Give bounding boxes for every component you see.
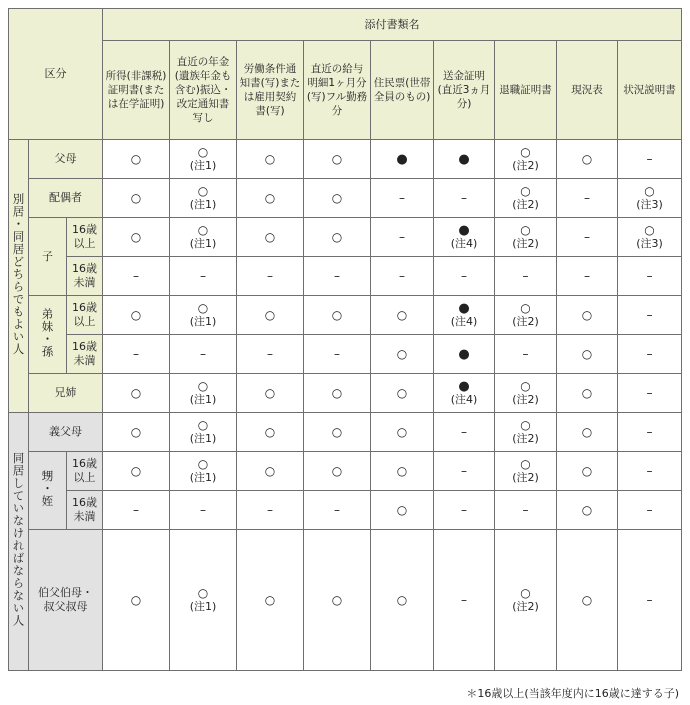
row-label-nephew-under16: 16歳未満 xyxy=(67,491,103,530)
open-circle-mark: ○ xyxy=(264,424,276,439)
dash-mark: – xyxy=(646,268,653,283)
table-cell xyxy=(103,413,170,452)
table-cell xyxy=(434,413,495,452)
dash-mark: – xyxy=(334,346,341,361)
cell-note: (注1) xyxy=(189,393,217,406)
dash-mark: – xyxy=(267,346,274,361)
open-circle-mark: ○ xyxy=(331,151,343,166)
table-cell xyxy=(557,257,618,296)
dash-mark: – xyxy=(584,268,591,283)
row-label-child: 子 xyxy=(29,218,67,296)
open-circle-mark: ○ xyxy=(520,301,531,315)
open-circle-mark: ○ xyxy=(264,151,276,166)
dash-mark: – xyxy=(461,424,468,439)
table-cell xyxy=(304,140,371,179)
col-header-income-cert: 所得(非課税)証明書(または在学証明) xyxy=(103,41,170,140)
open-circle-mark: ○ xyxy=(331,307,343,322)
open-circle-mark: ○ xyxy=(331,592,343,607)
dash-mark: – xyxy=(399,268,406,283)
open-circle-mark: ○ xyxy=(130,151,142,166)
open-circle-mark: ○ xyxy=(581,346,593,361)
open-circle-mark: ○ xyxy=(264,592,276,607)
open-circle-mark: ○ xyxy=(581,151,593,166)
table-cell xyxy=(103,374,170,413)
table-cell xyxy=(371,179,434,218)
open-circle-mark: ○ xyxy=(331,190,343,205)
dash-mark: – xyxy=(461,592,468,607)
cell-note: (注3) xyxy=(636,198,663,211)
table-cell xyxy=(304,179,371,218)
open-circle-mark: ○ xyxy=(396,385,408,400)
table-cell xyxy=(495,335,557,374)
dash-mark: – xyxy=(584,229,591,244)
table-cell xyxy=(304,491,371,530)
row-label-younger-under16: 16歳未満 xyxy=(67,335,103,374)
dash-mark: – xyxy=(461,502,468,517)
table-cell xyxy=(237,335,304,374)
table-cell xyxy=(618,218,682,257)
dash-mark: – xyxy=(399,229,406,244)
dash-mark: – xyxy=(200,346,207,361)
table-cell xyxy=(618,413,682,452)
table-cell xyxy=(434,452,495,491)
table-cell xyxy=(103,257,170,296)
table-cell xyxy=(434,257,495,296)
table-cell xyxy=(237,413,304,452)
table-cell xyxy=(618,179,682,218)
table-cell xyxy=(495,413,557,452)
col-header-remittance: 送金証明(直近3ヵ月分) xyxy=(434,41,495,140)
dash-mark: – xyxy=(584,190,591,205)
open-circle-mark: ○ xyxy=(396,307,408,322)
cell-note: (注2) xyxy=(512,393,539,406)
open-circle-mark: ○ xyxy=(331,463,343,478)
table-cell xyxy=(237,374,304,413)
table-cell xyxy=(618,530,682,671)
cell-note: (注1) xyxy=(189,315,217,328)
table-cell xyxy=(434,179,495,218)
table-cell xyxy=(434,140,495,179)
filled-circle-mark: ● xyxy=(458,301,470,316)
open-circle-mark: ○ xyxy=(581,307,593,322)
table-cell xyxy=(170,218,237,257)
table-cell xyxy=(237,296,304,335)
table-cell xyxy=(304,452,371,491)
docs-group-header: 添付書類名 xyxy=(103,9,682,41)
col-header-status-table: 現況表 xyxy=(557,41,618,140)
table-cell xyxy=(103,452,170,491)
table-cell xyxy=(495,179,557,218)
table-cell xyxy=(304,374,371,413)
open-circle-mark: ○ xyxy=(520,145,531,159)
open-circle-mark: ○ xyxy=(197,184,209,198)
cell-note: (注2) xyxy=(512,315,539,328)
open-circle-mark: ○ xyxy=(520,457,531,471)
open-circle-mark: ○ xyxy=(197,223,209,237)
dash-mark: – xyxy=(522,346,529,361)
dash-mark: – xyxy=(646,424,653,439)
table-cell xyxy=(371,218,434,257)
col-header-explanation: 状況説明書 xyxy=(618,41,682,140)
table-cell xyxy=(103,530,170,671)
table-cell xyxy=(170,530,237,671)
open-circle-mark: ○ xyxy=(581,463,593,478)
filled-circle-mark: ● xyxy=(458,151,470,167)
table-cell xyxy=(618,257,682,296)
cell-note: (注1) xyxy=(189,237,217,250)
cell-note: (注1) xyxy=(189,600,217,613)
cell-note: (注2) xyxy=(512,159,539,172)
cell-note: (注4) xyxy=(450,237,478,250)
table-cell xyxy=(371,491,434,530)
dash-mark: – xyxy=(461,190,468,205)
open-circle-mark: ○ xyxy=(130,190,142,205)
table-cell xyxy=(434,530,495,671)
open-circle-mark: ○ xyxy=(130,592,142,607)
open-circle-mark: ○ xyxy=(520,379,531,393)
table-cell xyxy=(557,530,618,671)
table-cell xyxy=(304,413,371,452)
table-cell xyxy=(371,257,434,296)
table-cell xyxy=(557,491,618,530)
table-cell xyxy=(103,140,170,179)
cell-note: (注4) xyxy=(450,315,478,328)
table-cell xyxy=(557,218,618,257)
table-cell xyxy=(495,140,557,179)
table-cell xyxy=(434,218,495,257)
open-circle-mark: ○ xyxy=(130,385,142,400)
table-cell xyxy=(371,296,434,335)
open-circle-mark: ○ xyxy=(520,184,531,198)
open-circle-mark: ○ xyxy=(396,592,408,607)
dash-mark: – xyxy=(646,463,653,478)
dash-mark: – xyxy=(133,346,140,361)
category-header: 区分 xyxy=(9,9,103,140)
table-cell xyxy=(495,530,557,671)
open-circle-mark: ○ xyxy=(396,424,408,439)
row-label-parents: 父母 xyxy=(29,140,103,179)
table-cell xyxy=(237,530,304,671)
table-cell xyxy=(237,452,304,491)
table-cell xyxy=(618,140,682,179)
table-cell xyxy=(557,296,618,335)
dash-mark: – xyxy=(646,346,653,361)
table-cell xyxy=(434,374,495,413)
open-circle-mark: ○ xyxy=(581,592,593,607)
table-cell xyxy=(618,296,682,335)
open-circle-mark: ○ xyxy=(520,586,531,600)
table-cell xyxy=(495,374,557,413)
row-label-nephew-niece: 甥・姪 xyxy=(29,452,67,530)
cell-note: (注2) xyxy=(512,432,539,445)
row-label-younger-siblings: 弟妹・孫 xyxy=(29,296,67,374)
dash-mark: – xyxy=(461,463,468,478)
col-header-retirement-cert: 退職証明書 xyxy=(495,41,557,140)
open-circle-mark: ○ xyxy=(581,385,593,400)
table-cell xyxy=(557,335,618,374)
cell-note: (注4) xyxy=(450,393,478,406)
dash-mark: – xyxy=(334,268,341,283)
table-cell xyxy=(371,335,434,374)
open-circle-mark: ○ xyxy=(331,385,343,400)
row-label-child-over16: 16歳以上 xyxy=(67,218,103,257)
open-circle-mark: ○ xyxy=(264,307,276,322)
table-cell xyxy=(170,491,237,530)
open-circle-mark: ○ xyxy=(130,229,142,244)
filled-circle-mark: ● xyxy=(458,346,470,362)
open-circle-mark: ○ xyxy=(520,223,531,237)
cell-note: (注2) xyxy=(512,198,539,211)
dash-mark: – xyxy=(646,592,653,607)
row-label-uncles-aunts: 伯父伯母・叔父叔母 xyxy=(29,530,103,671)
dash-mark: – xyxy=(399,190,406,205)
table-cell xyxy=(557,413,618,452)
table-cell xyxy=(103,296,170,335)
table-cell xyxy=(495,257,557,296)
open-circle-mark: ○ xyxy=(644,184,655,198)
cell-note: (注1) xyxy=(189,471,217,484)
row-label-spouse: 配偶者 xyxy=(29,179,103,218)
dash-mark: – xyxy=(522,502,529,517)
table-cell xyxy=(170,452,237,491)
group-label-either: 別居・同居どちらでもよい人 xyxy=(9,140,29,413)
open-circle-mark: ○ xyxy=(197,418,209,432)
table-cell xyxy=(371,530,434,671)
table-cell xyxy=(170,179,237,218)
filled-circle-mark: ● xyxy=(396,151,408,167)
open-circle-mark: ○ xyxy=(581,502,593,517)
open-circle-mark: ○ xyxy=(197,145,209,159)
open-circle-mark: ○ xyxy=(264,385,276,400)
dash-mark: – xyxy=(267,502,274,517)
open-circle-mark: ○ xyxy=(197,457,209,471)
cell-note: (注2) xyxy=(512,471,539,484)
table-cell xyxy=(618,335,682,374)
footnote: ＊16歳以上(当該年度内に16歳に達する子) xyxy=(466,687,679,700)
dash-mark: – xyxy=(646,385,653,400)
table-cell xyxy=(103,335,170,374)
table-cell xyxy=(237,179,304,218)
table-cell xyxy=(557,452,618,491)
table-cell xyxy=(371,452,434,491)
cell-note: (注1) xyxy=(189,432,217,445)
open-circle-mark: ○ xyxy=(581,424,593,439)
open-circle-mark: ○ xyxy=(396,502,408,517)
dash-mark: – xyxy=(200,268,207,283)
row-label-parents-in-law: 義父母 xyxy=(29,413,103,452)
open-circle-mark: ○ xyxy=(264,463,276,478)
open-circle-mark: ○ xyxy=(331,229,343,244)
row-label-elder-siblings: 兄姉 xyxy=(29,374,103,413)
table-cell xyxy=(495,491,557,530)
dash-mark: – xyxy=(133,268,140,283)
dash-mark: – xyxy=(522,268,529,283)
open-circle-mark: ○ xyxy=(644,223,655,237)
table-cell xyxy=(237,218,304,257)
open-circle-mark: ○ xyxy=(520,418,531,432)
table-cell xyxy=(618,491,682,530)
open-circle-mark: ○ xyxy=(197,379,209,393)
table-cell xyxy=(434,296,495,335)
table-cell xyxy=(434,491,495,530)
open-circle-mark: ○ xyxy=(130,463,142,478)
dash-mark: – xyxy=(461,268,468,283)
col-header-pension-notice: 直近の年金(遺族年金も含む)振込・改定通知書写し xyxy=(170,41,237,140)
table-cell xyxy=(170,335,237,374)
open-circle-mark: ○ xyxy=(264,229,276,244)
table-cell xyxy=(371,140,434,179)
open-circle-mark: ○ xyxy=(396,463,408,478)
table-cell xyxy=(237,491,304,530)
group-label-cohabit: 同居していなければならない人 xyxy=(9,413,29,671)
dash-mark: – xyxy=(334,502,341,517)
table-cell xyxy=(170,140,237,179)
filled-circle-mark: ● xyxy=(458,379,470,394)
table-cell xyxy=(304,335,371,374)
open-circle-mark: ○ xyxy=(331,424,343,439)
dash-mark: – xyxy=(200,502,207,517)
filled-circle-mark: ● xyxy=(458,223,470,238)
table-cell xyxy=(495,218,557,257)
table-cell xyxy=(170,374,237,413)
dash-mark: – xyxy=(267,268,274,283)
table-cell xyxy=(557,140,618,179)
table-cell xyxy=(618,452,682,491)
col-header-labor-contract: 労働条件通知書(写)または雇用契約書(写) xyxy=(237,41,304,140)
table-cell xyxy=(170,413,237,452)
col-header-resident-record: 住民票(世帯全員のもの) xyxy=(371,41,434,140)
dash-mark: – xyxy=(646,502,653,517)
table-cell xyxy=(304,296,371,335)
table-cell xyxy=(371,413,434,452)
table-cell xyxy=(557,179,618,218)
col-header-payslip: 直近の給与明細1ヶ月分(写)フル勤務分 xyxy=(304,41,371,140)
open-circle-mark: ○ xyxy=(264,190,276,205)
table-cell xyxy=(557,374,618,413)
table-cell xyxy=(170,296,237,335)
table-cell xyxy=(304,218,371,257)
table-cell xyxy=(304,257,371,296)
table-cell xyxy=(618,374,682,413)
open-circle-mark: ○ xyxy=(197,586,209,600)
dash-mark: – xyxy=(646,307,653,322)
cell-note: (注2) xyxy=(512,237,539,250)
row-label-child-under16: 16歳未満 xyxy=(67,257,103,296)
cell-note: (注2) xyxy=(512,600,539,613)
table-cell xyxy=(103,179,170,218)
dash-mark: – xyxy=(646,151,653,166)
table-cell xyxy=(237,257,304,296)
dash-mark: – xyxy=(133,502,140,517)
table-cell xyxy=(495,452,557,491)
table-cell xyxy=(434,335,495,374)
table-cell xyxy=(170,257,237,296)
open-circle-mark: ○ xyxy=(130,424,142,439)
table-cell xyxy=(103,491,170,530)
open-circle-mark: ○ xyxy=(197,301,209,315)
table-cell xyxy=(237,140,304,179)
open-circle-mark: ○ xyxy=(130,307,142,322)
table-cell xyxy=(371,374,434,413)
table-cell xyxy=(103,218,170,257)
documents-table xyxy=(8,8,682,671)
table-cell xyxy=(304,530,371,671)
cell-note: (注1) xyxy=(189,159,217,172)
table-cell xyxy=(495,296,557,335)
open-circle-mark: ○ xyxy=(396,346,408,361)
cell-note: (注3) xyxy=(636,237,663,250)
row-label-younger-over16: 16歳以上 xyxy=(67,296,103,335)
row-label-nephew-over16: 16歳以上 xyxy=(67,452,103,491)
cell-note: (注1) xyxy=(189,198,217,211)
